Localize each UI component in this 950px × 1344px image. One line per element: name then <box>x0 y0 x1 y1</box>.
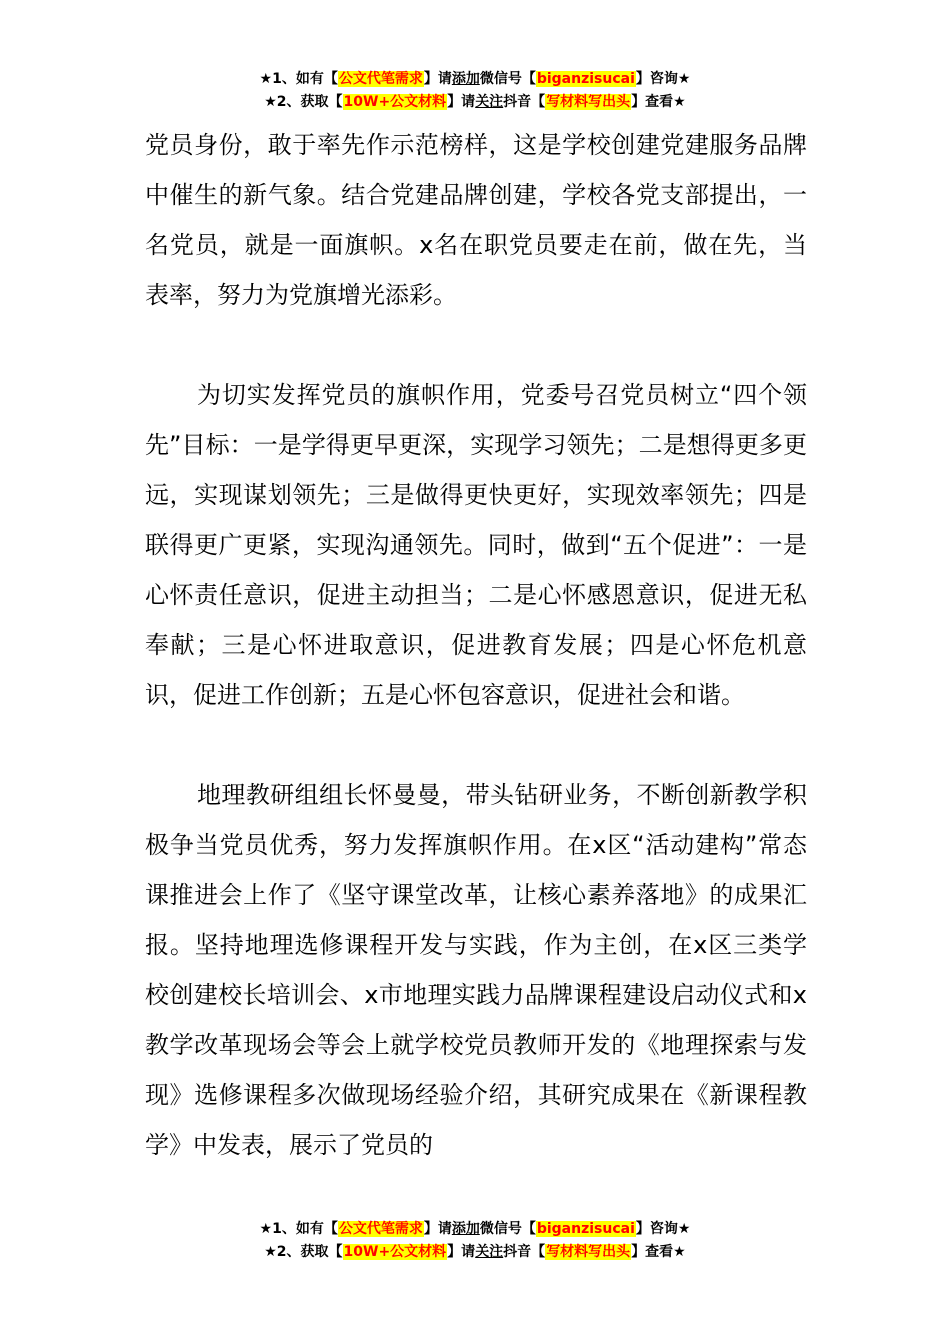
banner-emphasis: 关注 <box>475 94 504 110</box>
highlight-wechat-id: biganzisucai <box>536 1221 635 1237</box>
banner-line-2 <box>0 91 950 114</box>
banner-emphasis: 关注 <box>475 1244 504 1260</box>
banner-text: 】咨询★ <box>635 1221 691 1237</box>
banner-text: 】请 <box>447 94 476 110</box>
banner-text: 】咨询★ <box>635 71 691 87</box>
banner-text: 】请 <box>447 1244 476 1260</box>
document-body <box>145 120 807 1170</box>
banner-line-1 <box>0 68 950 91</box>
highlight-service: 公文代笔需求 <box>338 71 423 87</box>
banner-text: ★2、获取【 <box>264 1244 343 1260</box>
highlight-service: 公文代笔需求 <box>338 1221 423 1237</box>
banner-text: 】查看★ <box>631 1244 686 1260</box>
banner-text: ★1、如有【 <box>259 1221 338 1237</box>
highlight-materials: 10W+公文材料 <box>343 1244 447 1260</box>
banner-text: 抖音【 <box>503 94 546 110</box>
banner-text: ★1、如有【 <box>259 71 338 87</box>
highlight-materials: 10W+公文材料 <box>343 94 447 110</box>
banner-text: 】查看★ <box>631 94 686 110</box>
banner-line-2 <box>0 1241 950 1264</box>
banner-text: 抖音【 <box>503 1244 546 1260</box>
footer-banner <box>0 1218 950 1264</box>
header-banner <box>0 68 950 114</box>
banner-text: 微信号【 <box>479 1221 536 1237</box>
banner-text: ★2、获取【 <box>264 94 343 110</box>
highlight-douyin-account: 写材料写出头 <box>546 94 631 110</box>
banner-emphasis: 添加 <box>451 1221 480 1237</box>
highlight-wechat-id: biganzisucai <box>536 71 635 87</box>
paragraph-spacer <box>145 320 807 370</box>
paragraph-1: 党员身份，敢于率先作示范榜样，这是学校创建党建服务品牌中催生的新气象。结合党建品牌创建，学校各党支部提出，一名党员，就是一面旗帜。x名在职党员要走在前，做在先，当表率，努力为党旗增光添彩。 <box>145 131 807 309</box>
paragraph-2: 为切实发挥党员的旗帜作用，党委号召党员树立“四个领先”目标：一是学得更早更深，实现学习领先；二是想得更多更远，实现谋划领先；三是做得更快更好，实现效率领先；四是联得更广更紧，实现沟通领先。同时，做到“五个促进”：一是心怀责任意识，促进主动担当；二是心怀感恩意识，促进无私奉献；三是心怀进取意识，促进教育发展；四是心怀危机意识，促进工作创新；五是心怀包容意识，促进社会和谐。 <box>145 381 807 709</box>
paragraph-spacer <box>145 720 807 770</box>
paragraph-3: 地理教研组组长怀曼曼，带头钻研业务，不断创新教学积极争当党员优秀，努力发挥旗帜作用。在x区“活动建构”常态课推进会上作了《坚守课堂改革，让核心素养落地》的成果汇报。坚持地理选修课程开发与实践，作为主创，在x区三类学校创建校长培训会、x市地理实践力品牌课程建设启动仪式和x教学改革现场会等会上就学校党员教师开发的《地理探索与发现》选修课程多次做现场经验介绍，其研究成果在《新课程教学》中发表，展示了党员的 <box>145 781 807 1159</box>
highlight-douyin-account: 写材料写出头 <box>546 1244 631 1260</box>
banner-text: 微信号【 <box>479 71 536 87</box>
banner-line-1 <box>0 1218 950 1241</box>
banner-text: 】请 <box>423 1221 452 1237</box>
banner-text: 】请 <box>423 71 452 87</box>
banner-emphasis: 添加 <box>451 71 480 87</box>
